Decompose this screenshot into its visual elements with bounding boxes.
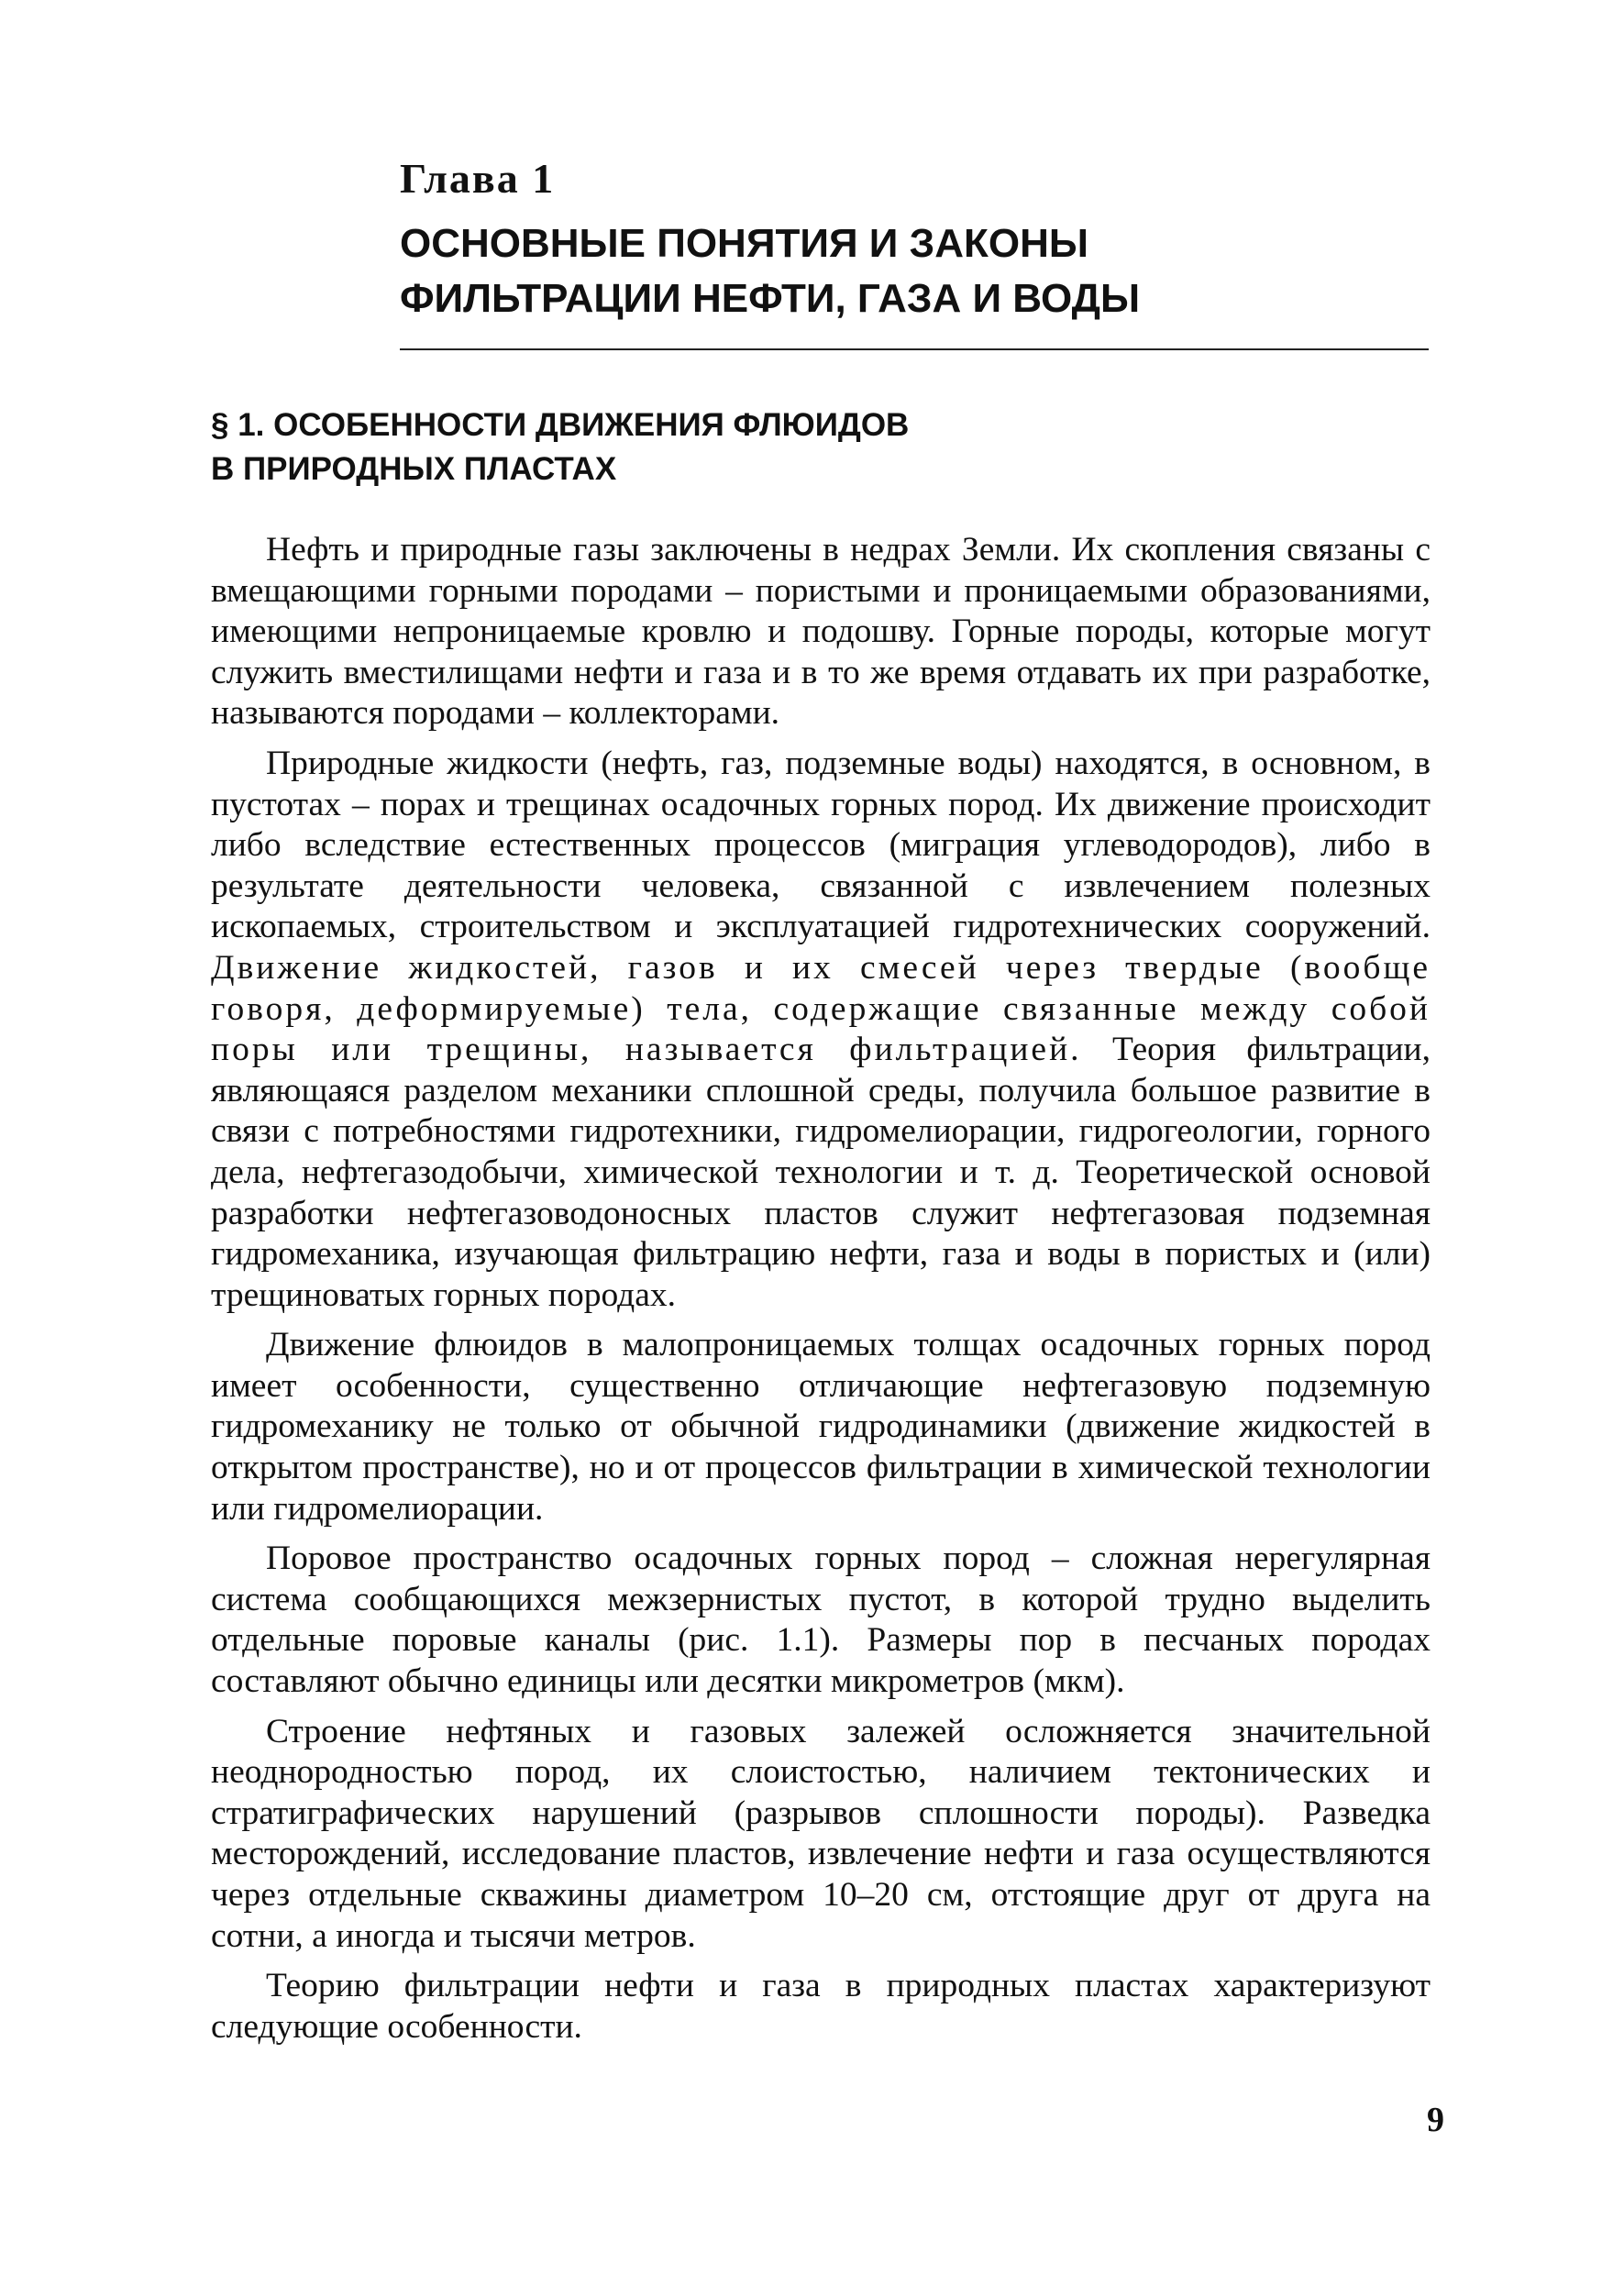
paragraph-6: Теорию фильтрации нефти и газа в природных пластах характеризуют следующие особенности. [211, 1967, 1431, 2046]
chapter-title [400, 216, 1454, 326]
filtration-definition: Движение жидкостей, газов и их смесей через твердые (вообще говоря, деформируемые) тела, содержащие связанные между собой поры или трещины, называется фильтрацией. [211, 948, 1431, 1069]
chapter-title-line-2: ФИЛЬТРАЦИИ НЕФТИ, ГАЗА И ВОДЫ [400, 276, 1141, 321]
chapter-divider [400, 348, 1429, 350]
paragraph-2 [211, 744, 1431, 1316]
section-title-line-2: В ПРИРОДНЫХ ПЛАСТАХ [211, 451, 617, 487]
body-text [211, 530, 1431, 2057]
page-number: 9 [1427, 2101, 1444, 2139]
section-title [211, 403, 909, 491]
paragraph-2-part-c: Теория фильтрации, являющаяся разделом механики сплошной среды, получила большое развитие в связи с потребностями гидротехники, гидромелиорации, гидрогеологии, горного дела, нефтегазодобычи, химической технологии и т. д. Теоретической основой разработки нефтегазоводоносных пластов служит нефтегазовая подземная гидромеханика, изучающая фильтрацию нефти, газа и воды в пористых и (или) трещиноватых горных породах. [211, 1031, 1431, 1314]
paragraph-1: Нефть и природные газы заключены в недрах Земли. Их скопления связаны с вмещающими горными породами – пористыми и проницаемыми образованиями, имеющими непроницаемые кровлю и подошву. Горные породы, которые могут служить вместилищами нефти и газа и в то же время отдавать их при разработке, называются породами – коллекторами. [211, 531, 1431, 733]
chapter-label: Глава 1 [400, 155, 556, 202]
paragraph-3: Движение флюидов в малопроницаемых толщах осадочных горных пород имеет особенности, существенно отличающие нефтегазовую подземную гидромеханику не только от обычной гидродинамики (движение жидкостей в открытом пространстве), но и от процессов фильтрации в химической технологии или гидромелиорации. [211, 1326, 1431, 1528]
paragraph-5: Строение нефтяных и газовых залежей осложняется значительной неоднородностью пород, их слоистостью, наличием тектонических и стратиграфических нарушений (разрывов сплошности породы). Разведка месторождений, исследование пластов, извлечение нефти и газа осуществляются через отдельные скважины диаметром 10–20 см, отстоящие друг от друга на сотни, а иногда и тысячи метров. [211, 1712, 1431, 1955]
paragraph-4: Поровое пространство осадочных горных пород – сложная нерегулярная система сообщающихся межзернистых пустот, в которой трудно выделить отдельные поровые каналы (рис. 1.1). Размеры пор в песчаных породах составляют обычно единицы или десятки микрометров (мкм). [211, 1540, 1431, 1701]
chapter-title-line-1: ОСНОВНЫЕ ПОНЯТИЯ И ЗАКОНЫ [400, 221, 1088, 266]
paragraph-2-part-a: Природные жидкости (нефть, газ, подземные воды) находятся, в основном, в пустотах – порах и трещинах осадочных горных пород. Их движение происходит либо вследствие естественных процессов (миграция углеводородов), либо в результате деятельности человека, связанной с извлечением полезных ископаемых, строительством и эксплуатацией гидротехнических сооружений. [211, 744, 1431, 946]
section-title-line-1: § 1. ОСОБЕННОСТИ ДВИЖЕНИЯ ФЛЮИДОВ [211, 407, 910, 443]
